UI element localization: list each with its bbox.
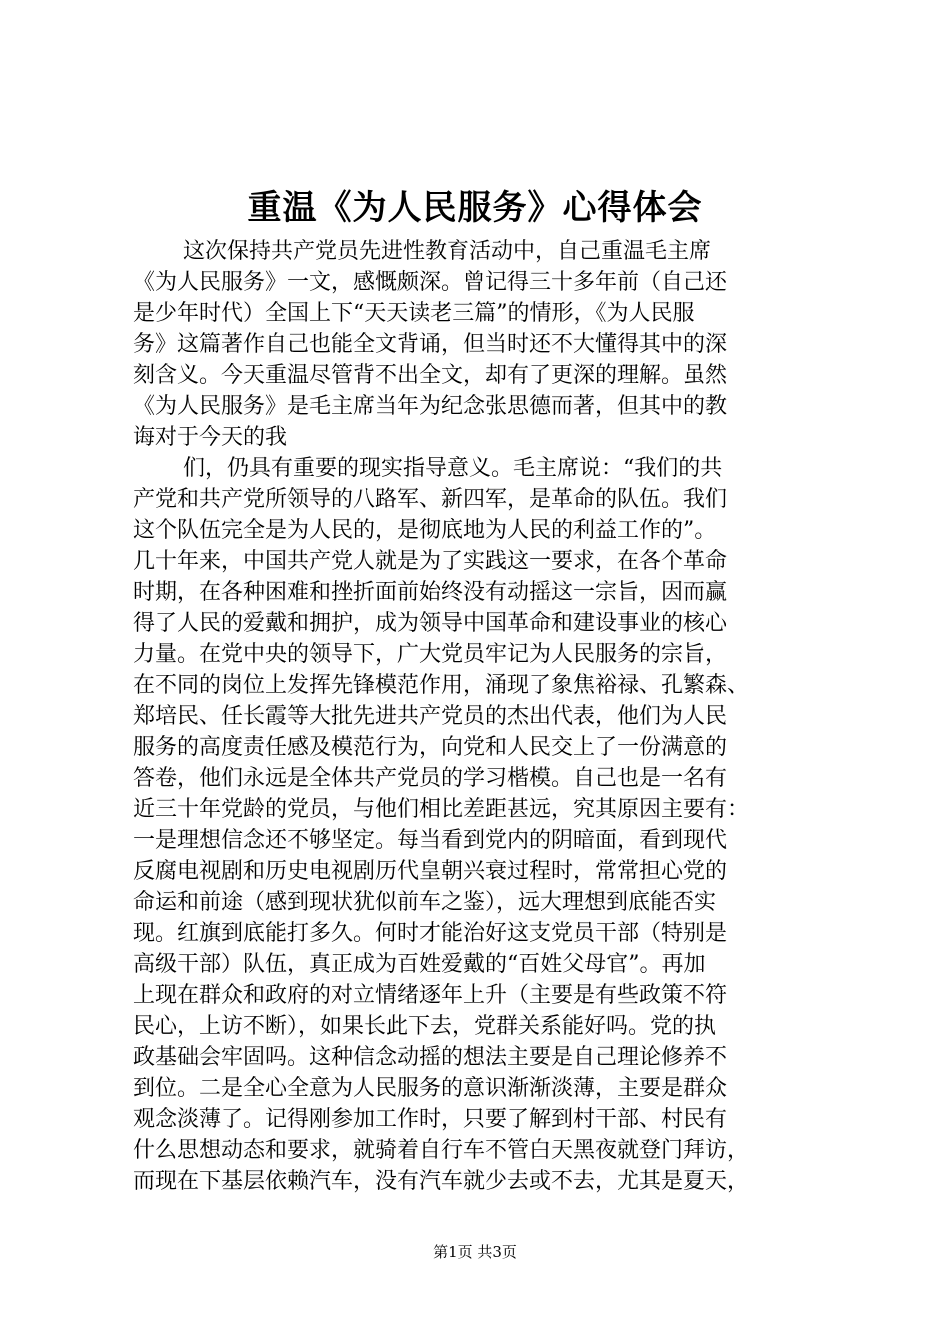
text-line: 《为人民服务》一文，感慨颇深。曾记得三十多年前（自己还 <box>133 270 728 295</box>
page-title: 重温《为人民服务》心得体会 <box>247 188 703 228</box>
text-line: 郑培民、任长霞等大批先进共产党员的杰出代表，他们为人民 <box>133 704 728 729</box>
text-line: 一是理想信念还不够坚定。每当看到党内的阴暗面，看到现代 <box>133 828 728 853</box>
text-line: 而现在下基层依赖汽车，没有汽车就少去或不去，尤其是夏天， <box>133 1169 750 1194</box>
text-line: 力量。在党中央的领导下，广大党员牢记为人民服务的宗旨， <box>133 642 728 667</box>
text-line: 近三十年党龄的党员，与他们相比差距甚远，究其原因主要有： <box>133 797 750 822</box>
text-line: 这次保持共产党员先进性教育活动中，自己重温毛主席 <box>183 239 712 264</box>
text-line: 是少年时代）全国上下“天天读老三篇”的情形，《为人民服 <box>133 301 695 326</box>
text-line: 高级干部）队伍，真正成为百姓爱戴的“百姓父母官”。再加 <box>133 952 706 977</box>
text-line: 时期，在各种困难和挫折面前始终没有动摇这一宗旨，因而赢 <box>133 580 728 605</box>
text-line: 现。红旗到底能打多久。何时才能治好这支党员干部（特别是 <box>133 921 728 946</box>
text-line: 命运和前途（感到现状犹似前车之鉴），远大理想到底能否实 <box>133 890 717 915</box>
text-line: 几十年来，中国共产党人就是为了实践这一要求，在各个革命 <box>133 549 728 574</box>
text-line: 政基础会牢固吗。这种信念动摇的想法主要是自己理论修养不 <box>133 1045 728 1070</box>
text-line: 反腐电视剧和历史电视剧历代皇朝兴衰过程时，常常担心党的 <box>133 859 728 884</box>
text-line: 在不同的岗位上发挥先锋模范作用，涌现了象焦裕禄、孔繁森、 <box>133 673 750 698</box>
text-line: 上现在群众和政府的对立情绪逐年上升（主要是有些政策不符 <box>133 983 728 1008</box>
text-line: 《为人民服务》是毛主席当年为纪念张思德而著，但其中的教 <box>133 394 728 419</box>
text-line: 们，仍具有重要的现实指导意义。毛主席说：“我们的共 <box>183 456 723 481</box>
text-line: 刻含义。今天重温尽管背不出全文，却有了更深的理解。虽然 <box>133 363 728 388</box>
text-line: 这个队伍完全是为人民的，是彻底地为人民的利益工作的”。 <box>133 518 717 543</box>
text-line: 诲对于今天的我 <box>133 425 288 450</box>
text-line: 民心，上访不断），如果长此下去，党群关系能好吗。党的执 <box>133 1014 717 1039</box>
page-footer: 第1页 共3页 <box>433 1243 517 1261</box>
text-line: 观念淡薄了。记得刚参加工作时，只要了解到村干部、村民有 <box>133 1107 728 1132</box>
text-line: 服务的高度责任感及模范行为，向党和人民交上了一份满意的 <box>133 735 728 760</box>
text-line: 产党和共产党所领导的八路军、新四军，是革命的队伍。我们 <box>133 487 728 512</box>
text-line: 务》这篇著作自己也能全文背诵，但当时还不大懂得其中的深 <box>133 332 728 357</box>
text-line: 到位。二是全心全意为人民服务的意识渐渐淡薄，主要是群众 <box>133 1076 728 1101</box>
text-line: 答卷，他们永远是全体共产党员的学习楷模。自己也是一名有 <box>133 766 728 791</box>
text-line: 得了人民的爱戴和拥护，成为领导中国革命和建设事业的核心 <box>133 611 728 636</box>
text-line: 什么思想动态和要求，就骑着自行车不管白天黑夜就登门拜访， <box>133 1138 750 1163</box>
